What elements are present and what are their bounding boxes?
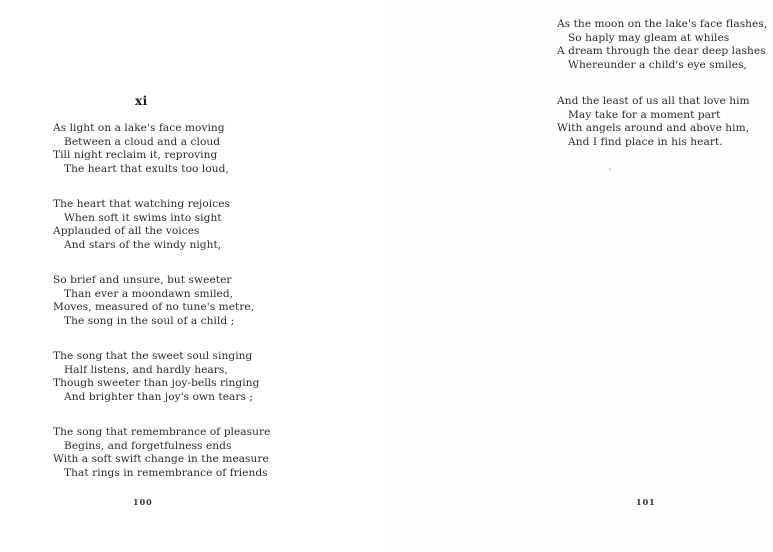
- stanza-4: [53, 350, 259, 405]
- right-page: [386, 0, 773, 552]
- verse-line: And I find place in his heart.: [568, 136, 723, 149]
- verse-line: Whereunder a child's eye smiles,: [568, 59, 747, 72]
- page-number: 101: [636, 497, 656, 507]
- stanza-7: [557, 95, 750, 150]
- verse-line: The song in the soul of a child ;: [64, 315, 235, 328]
- verse-line: The heart that watching rejoices: [53, 198, 231, 210]
- verse-line: Than ever a moondawn smiled,: [64, 287, 234, 300]
- verse-line: So brief and unsure, but sweeter: [53, 274, 232, 286]
- left-page: [0, 0, 386, 552]
- verse-line: Between a cloud and a cloud: [64, 135, 221, 148]
- verse-line: With a soft swift change in the measure: [53, 453, 269, 466]
- verse-line: The heart that exults too loud,: [64, 163, 229, 176]
- verse-line: The song that remembrance of pleasure: [53, 426, 271, 438]
- verse-line: When soft it swims into sight: [64, 211, 222, 224]
- verse-line: May take for a moment part: [568, 108, 721, 121]
- stanza-2: [53, 198, 230, 253]
- verse-line: And stars of the windy night,: [64, 239, 222, 252]
- verse-line: With angels around and above him,: [557, 122, 750, 135]
- verse-line: And the least of us all that love him: [557, 95, 750, 107]
- verse-line: Applauded of all the voices: [53, 225, 200, 238]
- poem-number-heading: xi: [135, 94, 148, 108]
- stanza-5: [53, 426, 270, 481]
- stanza-6: [557, 18, 767, 73]
- verse-line: A dream through the dear deep lashes: [557, 45, 766, 58]
- paper-speck: [609, 168, 611, 171]
- verse-line: Half listens, and hardly hears,: [64, 363, 228, 376]
- stanza-3: [53, 274, 254, 329]
- verse-line: And brighter than joy's own tears ;: [64, 391, 254, 404]
- verse-line: As light on a lake's face moving: [53, 122, 225, 134]
- verse-line: Though sweeter than joy-bells ringing: [53, 377, 260, 390]
- verse-line: That rings in remembrance of friends: [64, 467, 268, 480]
- verse-line: Begins, and forgetfulness ends: [64, 439, 232, 452]
- verse-line: Till night reclaim it, reproving: [53, 149, 218, 162]
- verse-line: So haply may gleam at whiles: [568, 31, 730, 44]
- page-number: 100: [133, 497, 153, 507]
- verse-line: As the moon on the lake's face flashes,: [557, 18, 768, 30]
- verse-line: The song that the sweet soul singing: [53, 350, 253, 362]
- stanza-1: [53, 122, 229, 177]
- verse-line: Moves, measured of no tune's metre,: [53, 301, 255, 314]
